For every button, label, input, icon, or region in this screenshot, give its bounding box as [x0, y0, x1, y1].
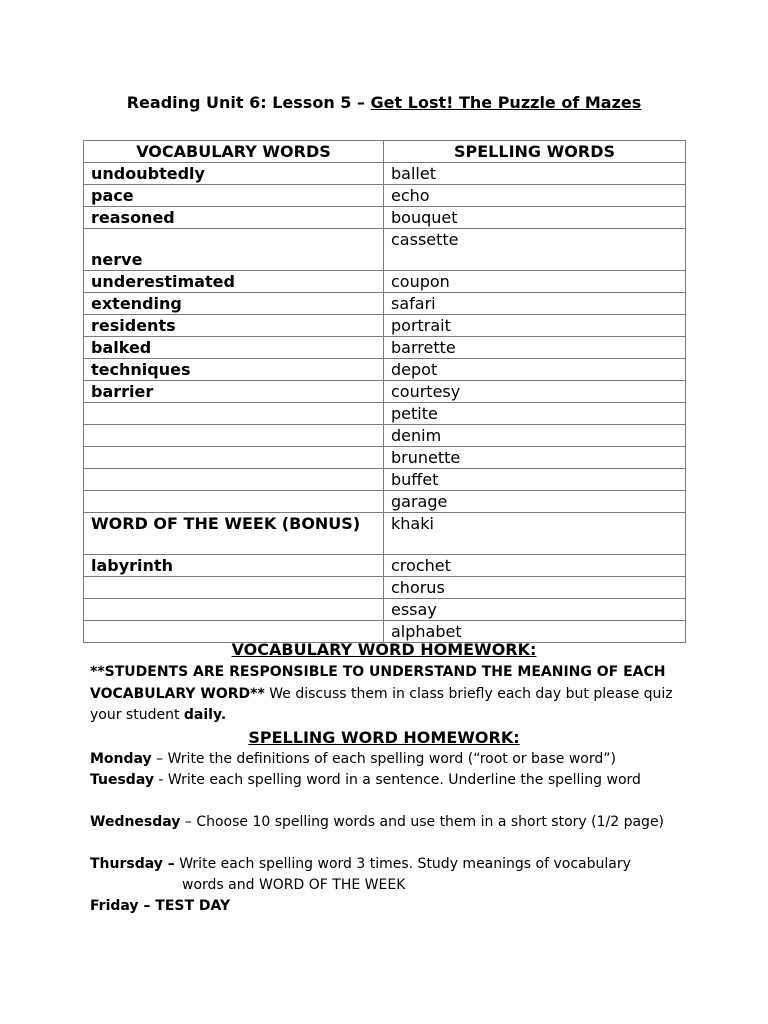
spelling-word-cell: safari — [384, 293, 686, 315]
spelling-word-cell: depot — [384, 359, 686, 381]
spelling-word-cell: petite — [384, 403, 686, 425]
vocab-word-cell — [84, 491, 384, 513]
spelling-word-cell: alphabet — [384, 621, 686, 643]
day-text: Write each spelling word 3 times. Study meanings of vocabulary — [174, 856, 631, 872]
vocab-word-cell — [84, 447, 384, 469]
vocabulary-homework-daily: daily. — [183, 707, 227, 723]
table-row — [84, 599, 686, 621]
day-text: – Choose 10 spelling words and use them in a short story (1/2 page) — [180, 814, 665, 830]
vocab-word-cell — [84, 403, 384, 425]
spelling-homework-heading: SPELLING WORD HOMEWORK: — [248, 728, 520, 747]
vocab-word-cell — [84, 469, 384, 491]
table-row — [84, 425, 686, 447]
table-row — [84, 491, 686, 513]
vocab-word-cell — [84, 425, 384, 447]
spelling-word-cell: garage — [384, 491, 686, 513]
vocabulary-homework-bold-lead: **STUDENTS ARE RESPONSIBLE TO UNDERSTAND THE MEANING OF EACH VOCABULARY WORD** — [90, 664, 666, 702]
monday-instruction — [90, 749, 690, 770]
vocabulary-words-header: VOCABULARY WORDS — [84, 141, 384, 163]
table-header-row — [84, 141, 686, 163]
spelling-word-cell: khaki — [384, 513, 686, 555]
table-row — [84, 337, 686, 359]
spelling-word-cell: coupon — [384, 271, 686, 293]
spelling-word-cell: ballet — [384, 163, 686, 185]
vocab-word-cell: extending — [84, 293, 384, 315]
spelling-word-cell: courtesy — [384, 381, 686, 403]
table-row-word-of-the-week — [84, 513, 686, 555]
table-row — [84, 381, 686, 403]
spelling-word-cell: chorus — [384, 577, 686, 599]
spelling-words-header: SPELLING WORDS — [384, 141, 686, 163]
table-row — [84, 469, 686, 491]
table-row — [84, 315, 686, 337]
table-row — [84, 359, 686, 381]
page-title — [0, 93, 768, 113]
table-row — [84, 185, 686, 207]
word-of-the-week-cell: labyrinth — [84, 555, 384, 577]
title-story-name: Get Lost! The Puzzle of Mazes — [370, 93, 642, 112]
friday-instruction — [90, 896, 690, 917]
spelling-word-cell: echo — [384, 185, 686, 207]
wednesday-instruction — [90, 812, 690, 833]
table-row — [84, 163, 686, 185]
day-text: - Write each spelling word in a sentence. Underline the spelling word — [153, 772, 641, 788]
vocab-word-cell: underestimated — [84, 271, 384, 293]
spelling-word-cell: portrait — [384, 315, 686, 337]
table-row — [84, 271, 686, 293]
table-row — [84, 229, 686, 271]
spelling-word-cell: essay — [384, 599, 686, 621]
word-list-table — [83, 140, 686, 643]
vocab-word-cell — [84, 577, 384, 599]
thursday-instruction — [90, 854, 690, 875]
vocabulary-homework-text: We discuss them in class briefly each day but please quiz your student — [90, 685, 673, 723]
table-row — [84, 293, 686, 315]
tuesday-instruction — [90, 770, 690, 791]
day-label: Monday — [90, 751, 152, 767]
spelling-word-cell: denim — [384, 425, 686, 447]
vocab-word-cell: balked — [84, 337, 384, 359]
title-prefix: Reading Unit 6: Lesson 5 – — [126, 93, 371, 112]
word-of-the-week-label: WORD OF THE WEEK (BONUS) — [84, 513, 384, 555]
spelling-word-cell: cassette — [384, 229, 686, 271]
day-label: Tuesday — [90, 772, 154, 788]
vocab-word-cell: reasoned — [84, 207, 384, 229]
spelling-word-cell: bouquet — [384, 207, 686, 229]
table-row — [84, 577, 686, 599]
day-label: Wednesday — [90, 814, 181, 830]
vocab-word-cell: techniques — [84, 359, 384, 381]
vocab-word-cell: pace — [84, 185, 384, 207]
vocab-word-cell: residents — [84, 315, 384, 337]
spelling-word-cell: crochet — [384, 555, 686, 577]
spelling-word-cell: barrette — [384, 337, 686, 359]
spelling-word-cell: buffet — [384, 469, 686, 491]
vocab-word-cell: nerve — [84, 229, 384, 271]
spelling-word-cell: brunette — [384, 447, 686, 469]
table-row — [84, 207, 686, 229]
thursday-instruction-continuation: words and WORD OF THE WEEK — [182, 877, 406, 893]
vocabulary-homework-note — [90, 662, 690, 727]
day-text: – Write the definitions of each spelling word (“root or base word”) — [151, 751, 616, 767]
day-label: Thursday – — [90, 856, 175, 872]
table-row — [84, 403, 686, 425]
table-row — [84, 555, 686, 577]
vocab-word-cell: undoubtedly — [84, 163, 384, 185]
table-row — [84, 447, 686, 469]
vocab-word-cell: barrier — [84, 381, 384, 403]
vocab-word-cell — [84, 599, 384, 621]
vocabulary-homework-heading: VOCABULARY WORD HOMEWORK: — [231, 640, 537, 659]
day-label: Friday – TEST DAY — [90, 898, 231, 914]
